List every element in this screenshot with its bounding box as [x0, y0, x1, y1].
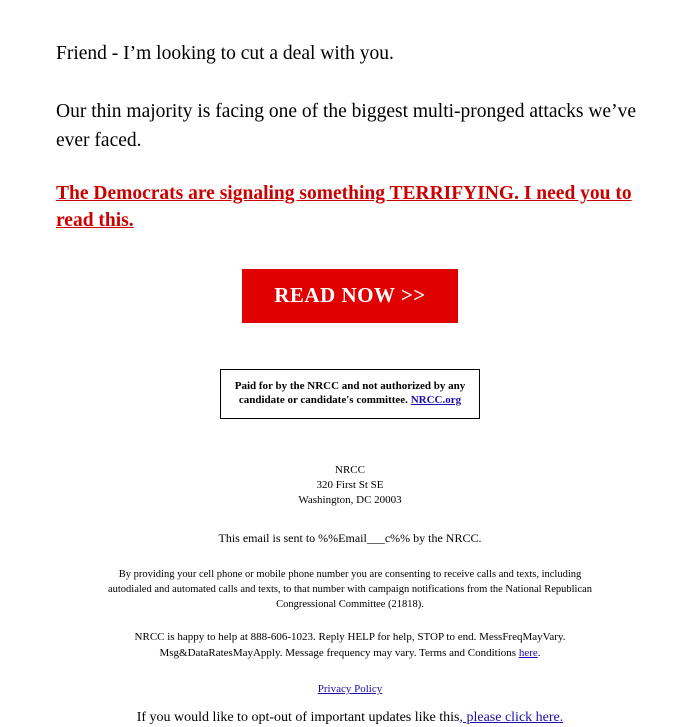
cta-container [56, 269, 644, 323]
optout-line [56, 708, 644, 727]
optout-link[interactable]: , please click here. [459, 709, 564, 725]
terms-and-conditions-link[interactable]: here [518, 647, 538, 660]
help-text-suffix: . [537, 647, 541, 660]
alert-link[interactable]: The Democrats are signaling something TERRIFYING. I need you to read this. [56, 182, 632, 231]
nrcc-org-link[interactable]: NRCC.org [410, 394, 462, 407]
help-text-prefix: NRCC is happy to help at 888-606-1023. Reply HELP for help, STOP to end. MessFreqMayVary. Msg&DataRatesMayApply. Message frequency may vary. Terms and Conditions [134, 631, 566, 660]
alert-line [56, 181, 644, 235]
body-paragraph: Our thin majority is facing one of the biggest multi-pronged attacks we’ve ever faced. [56, 101, 636, 151]
optout-text: If you would like to opt-out of important updates like this [136, 709, 460, 725]
disclaimer-line-2: candidate or candidate's committee. [238, 394, 411, 407]
greeting-paragraph: Friend - I’m looking to cut a deal with you. [56, 43, 394, 64]
org-city-state-zip: Washington, DC 20003 [298, 493, 402, 506]
read-now-button[interactable]: READ NOW >> [242, 269, 458, 323]
paid-for-by-disclaimer [220, 369, 481, 420]
org-street: 320 First St SE [316, 479, 384, 492]
help-text [120, 630, 580, 662]
consent-text: By providing your cell phone or mobile phone number you are consenting to receive calls and texts, including autodialed and automated calls and texts, to that number with campaign notifications from the National Republican Congressional Committee (21818). [107, 568, 593, 611]
disclaimer-line-1: Paid for by the NRCC and not authorized by any [234, 379, 466, 392]
org-address [56, 463, 644, 508]
org-name: NRCC [335, 464, 365, 477]
sent-to-text: This email is sent to %%Email___c%% by the NRCC. [218, 530, 482, 545]
disclaimer-container [56, 369, 644, 420]
privacy-policy-link[interactable]: Privacy Policy [317, 683, 383, 696]
privacy-policy-line [56, 682, 644, 697]
email-footer [56, 463, 644, 727]
